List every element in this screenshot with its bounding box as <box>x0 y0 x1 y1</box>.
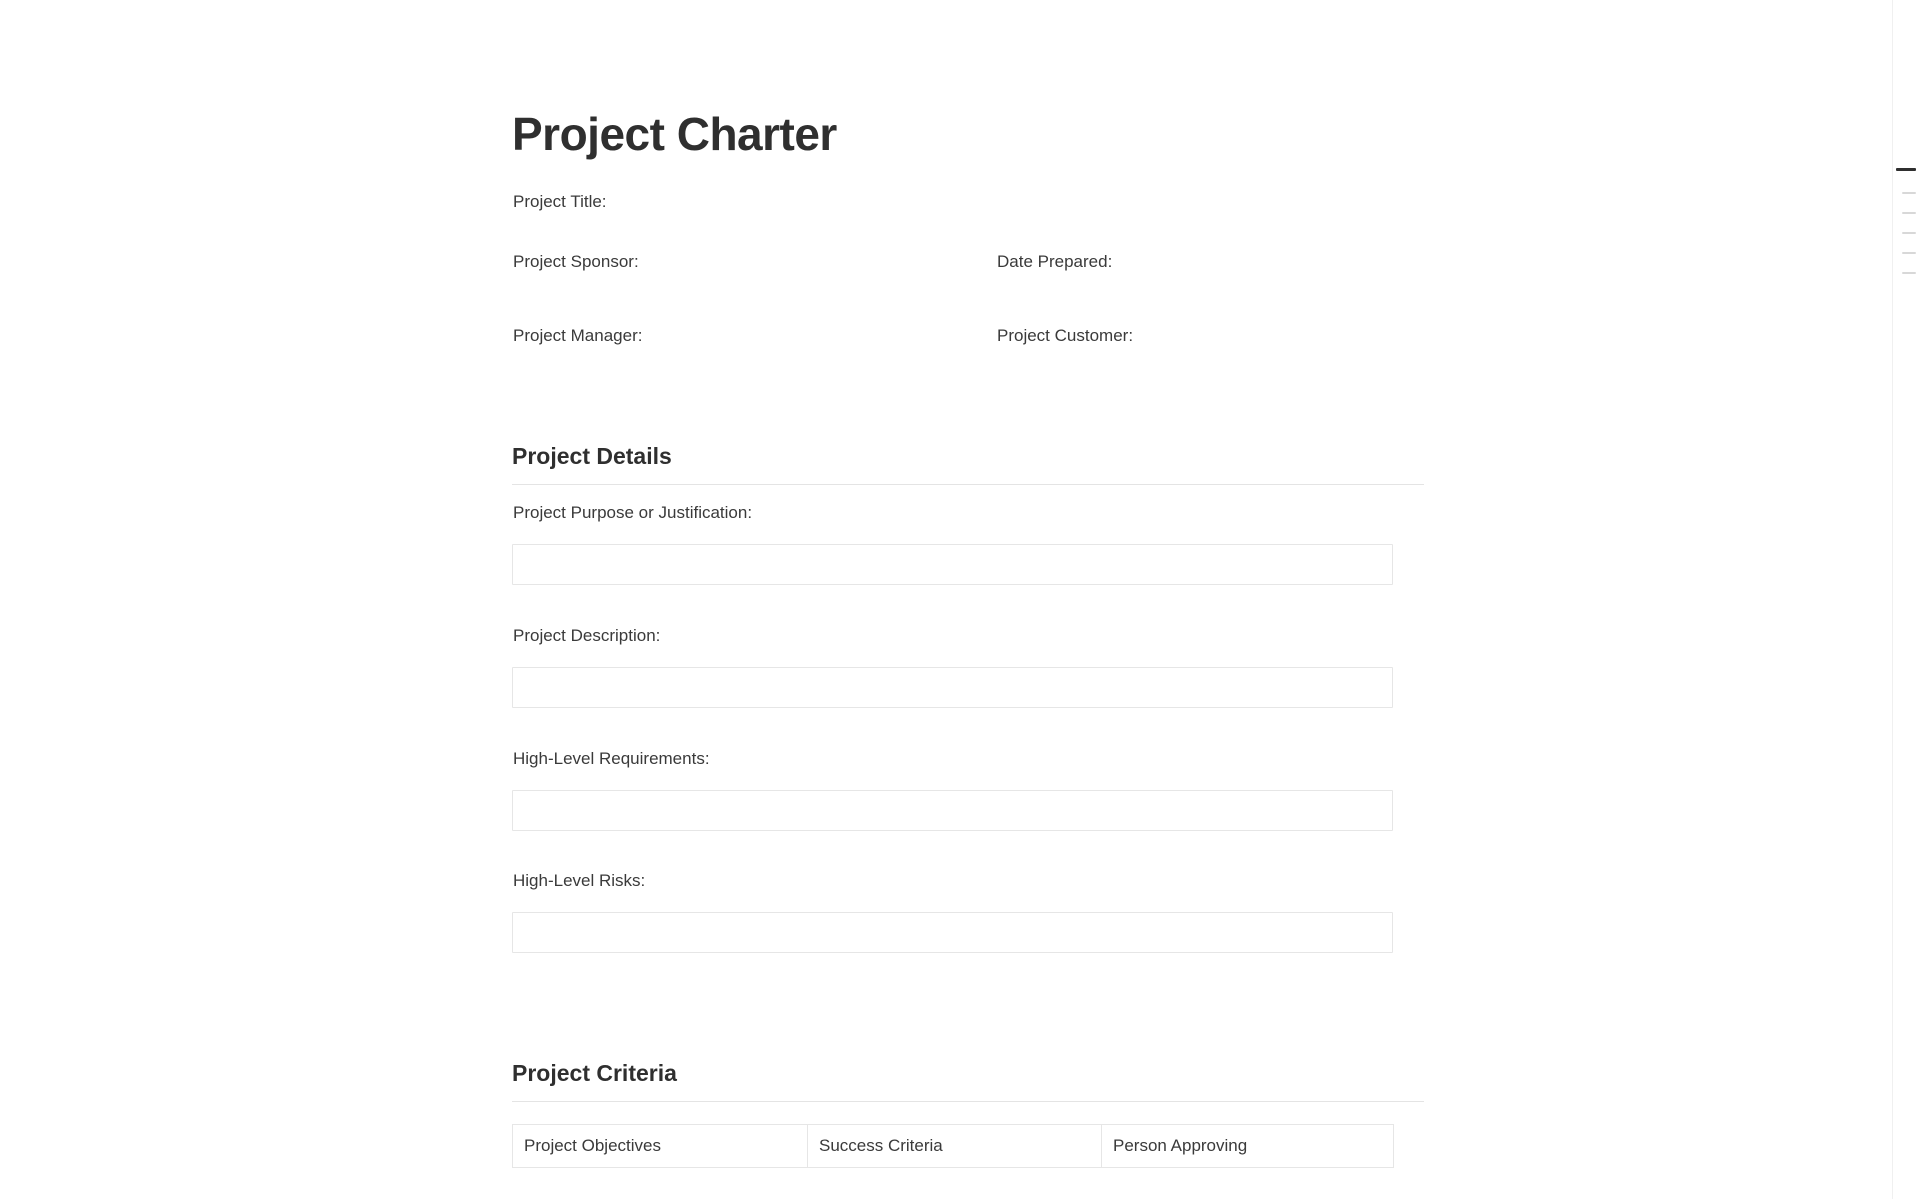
minimap-line <box>1896 168 1916 171</box>
document-minimap-scrollbar[interactable] <box>1892 0 1920 1199</box>
field-label-project-purpose: Project Purpose or Justification: <box>513 503 753 522</box>
table-column-project-objectives: Project Objectives <box>513 1125 808 1168</box>
field-label-date-prepared: Date Prepared: <box>997 252 1113 271</box>
field-label-project-title: Project Title: <box>513 192 607 211</box>
field-label-project-customer: Project Customer: <box>997 326 1134 345</box>
table-header-row <box>513 1125 1394 1168</box>
input-project-purpose[interactable] <box>512 544 1393 585</box>
minimap-line <box>1902 252 1916 254</box>
section-divider-project-criteria <box>512 1101 1424 1102</box>
table-column-success-criteria: Success Criteria <box>808 1125 1102 1168</box>
minimap-line <box>1902 232 1916 234</box>
field-label-high-level-requirements: High-Level Requirements: <box>513 749 710 768</box>
field-label-project-sponsor: Project Sponsor: <box>513 252 639 271</box>
field-label-high-level-risks: High-Level Risks: <box>513 871 646 890</box>
field-label-project-description: Project Description: <box>513 626 661 645</box>
project-criteria-table <box>512 1124 1394 1168</box>
minimap-line <box>1902 272 1916 274</box>
section-divider-project-details <box>512 484 1424 485</box>
section-heading-project-details: Project Details <box>512 443 672 469</box>
table-column-person-approving: Person Approving <box>1102 1125 1394 1168</box>
input-high-level-risks[interactable] <box>512 912 1393 953</box>
input-high-level-requirements[interactable] <box>512 790 1393 831</box>
section-heading-project-criteria: Project Criteria <box>512 1060 677 1086</box>
minimap-line <box>1902 192 1916 194</box>
field-label-project-manager: Project Manager: <box>513 326 643 345</box>
page-title: Project Charter <box>512 108 837 160</box>
minimap-line <box>1902 212 1916 214</box>
input-project-description[interactable] <box>512 667 1393 708</box>
